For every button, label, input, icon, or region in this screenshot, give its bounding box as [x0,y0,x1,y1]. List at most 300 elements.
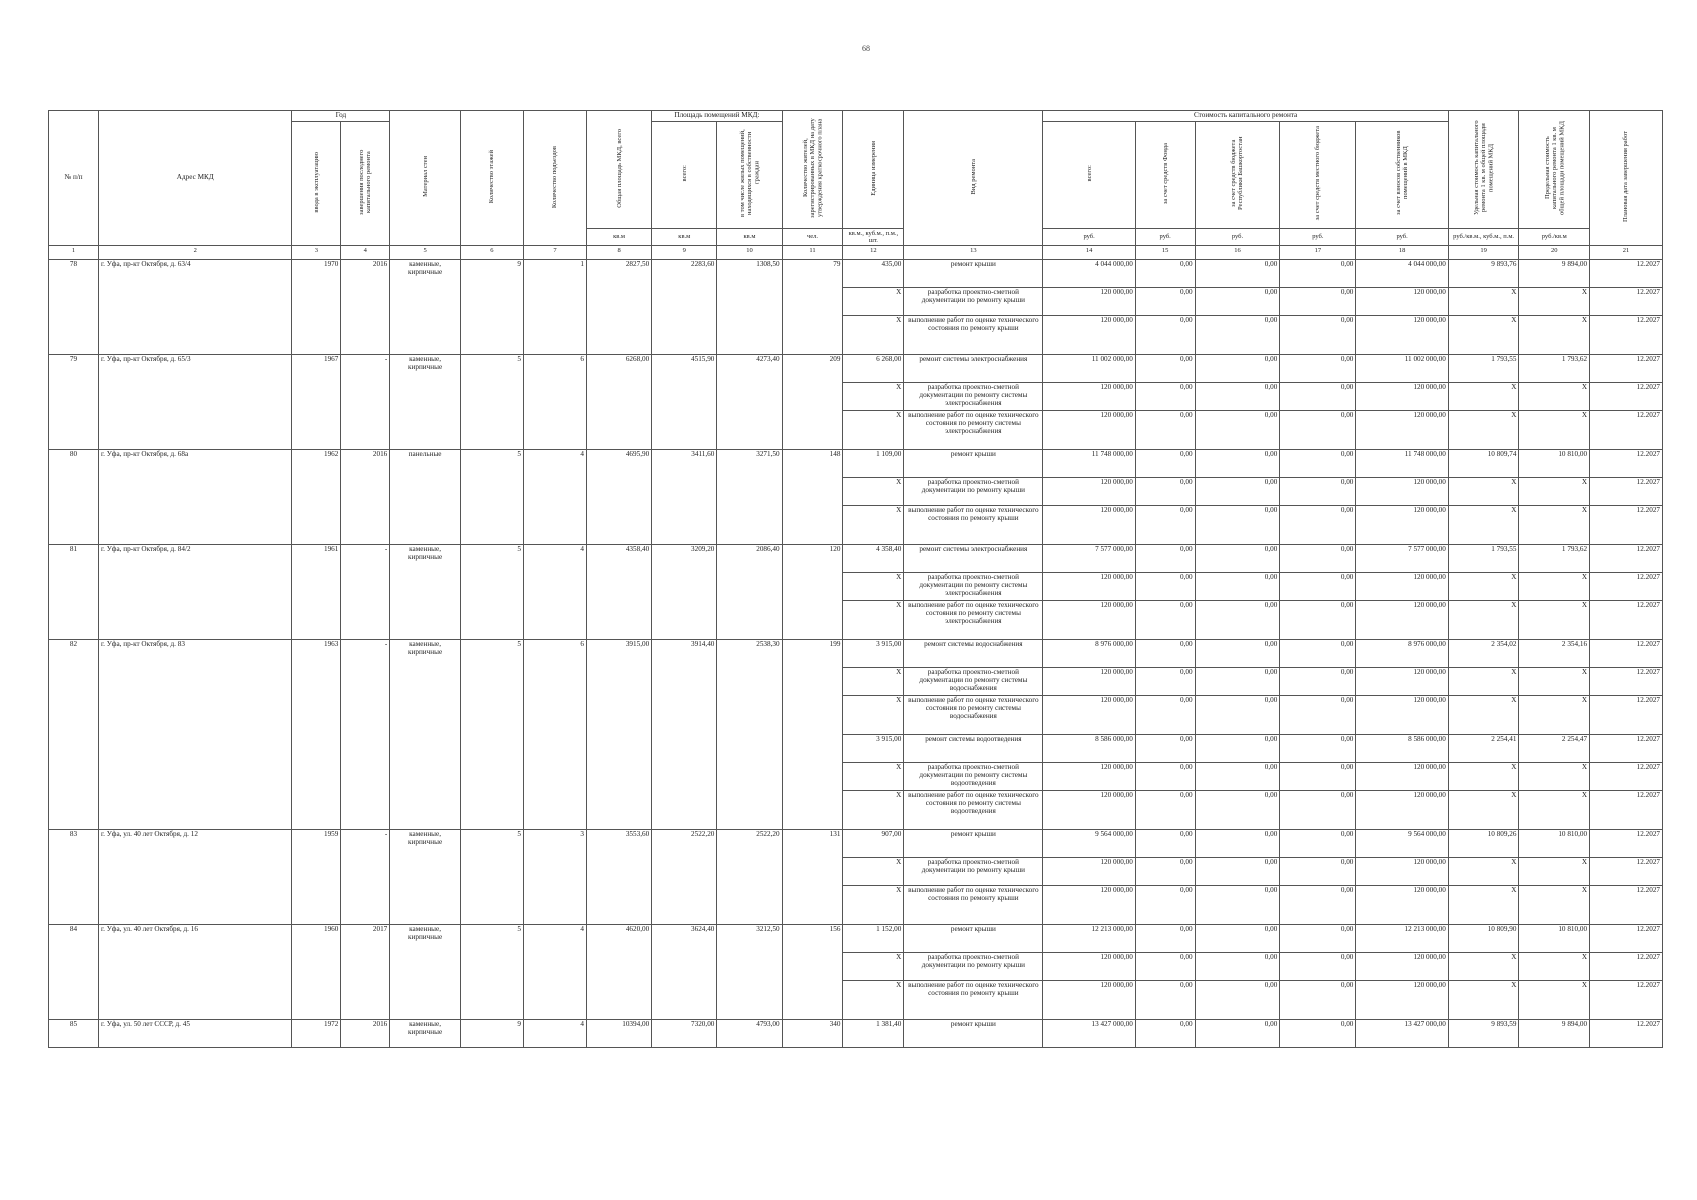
premises-total: 3209,20 [652,545,717,640]
cost-local: 0,00 [1280,925,1356,953]
cost-local: 0,00 [1280,858,1356,886]
cost-owners: 120 000,00 [1356,383,1448,411]
specific-cost: X [1448,506,1519,545]
cost-total: 120 000,00 [1043,953,1135,981]
work-quantity: X [843,858,904,886]
max-cost: X [1519,288,1590,316]
year-last-repair: 2017 [341,925,390,1020]
cost-total: 120 000,00 [1043,886,1135,925]
max-cost: 10 810,00 [1519,925,1590,953]
cost-owners: 12 213 000,00 [1356,925,1448,953]
house-address: г. Уфа, пр-кт Октября, д. 83 [98,640,291,830]
cost-republic: 0,00 [1195,791,1280,830]
specific-cost: X [1448,573,1519,601]
col-premises-group: Площадь помещений МКД: [652,111,782,122]
specific-cost: 1 793,55 [1448,355,1519,383]
cost-republic: 0,00 [1195,953,1280,981]
total-area: 6268,00 [586,355,651,450]
cost-owners: 120 000,00 [1356,506,1448,545]
cost-fund: 0,00 [1135,545,1195,573]
deadline-date: 12.2027 [1590,791,1663,830]
work-type: выполнение работ по оценке технического состояния по ремонту крыши [904,886,1043,925]
cost-fund: 0,00 [1135,288,1195,316]
col-cost-group: Стоимость капитального ремонта [1043,111,1448,122]
col-year-last-repair: завершения последнего капитального ремонта [341,121,390,245]
max-cost: X [1519,506,1590,545]
col-unit: Единица измерения [843,111,904,229]
column-number: 6 [460,246,523,260]
wall-material: каменные, кирпичные [390,1020,461,1048]
cost-owners: 120 000,00 [1356,886,1448,925]
total-area: 10394,00 [586,1020,651,1048]
cost-fund: 0,00 [1135,383,1195,411]
cost-fund: 0,00 [1135,1020,1195,1048]
cost-republic: 0,00 [1195,696,1280,735]
entrances: 4 [523,925,586,1020]
house-number: 82 [49,640,99,830]
cost-fund: 0,00 [1135,858,1195,886]
residents: 340 [782,1020,843,1048]
deadline-date: 12.2027 [1590,830,1663,858]
premises-total: 4515,90 [652,355,717,450]
deadline-date: 12.2027 [1590,886,1663,925]
cost-republic: 0,00 [1195,411,1280,450]
cost-republic: 0,00 [1195,830,1280,858]
max-cost: X [1519,696,1590,735]
cost-owners: 4 044 000,00 [1356,260,1448,288]
max-cost: X [1519,573,1590,601]
cost-total: 120 000,00 [1043,288,1135,316]
cost-republic: 0,00 [1195,735,1280,763]
entrances: 4 [523,545,586,640]
cost-fund: 0,00 [1135,830,1195,858]
deadline-date: 12.2027 [1590,260,1663,288]
table-row [49,1020,1663,1048]
cost-republic: 0,00 [1195,925,1280,953]
cost-local: 0,00 [1280,411,1356,450]
work-quantity: X [843,791,904,830]
unit-residents: чел. [782,228,843,245]
year-commission: 1959 [292,830,341,925]
work-type: ремонт системы водоотведения [904,735,1043,763]
specific-cost: X [1448,763,1519,791]
entrances: 1 [523,260,586,355]
cost-local: 0,00 [1280,288,1356,316]
cost-owners: 11 748 000,00 [1356,450,1448,478]
entrances: 6 [523,355,586,450]
col-max-cost: Предельная стоимость капитального ремонта 1 кв. м общей площади помещений МКД [1519,111,1590,229]
cost-republic: 0,00 [1195,573,1280,601]
max-cost: 1 793,62 [1519,355,1590,383]
house-address: г. Уфа, пр-кт Октября, д. 84/2 [98,545,291,640]
residents: 156 [782,925,843,1020]
table-row [49,450,1663,478]
floors: 5 [460,925,523,1020]
deadline-date: 12.2027 [1590,506,1663,545]
work-quantity: X [843,411,904,450]
cost-republic: 0,00 [1195,260,1280,288]
cost-total: 120 000,00 [1043,383,1135,411]
deadline-date: 12.2027 [1590,858,1663,886]
max-cost: 2 354,16 [1519,640,1590,668]
cost-local: 0,00 [1280,1020,1356,1048]
cost-local: 0,00 [1280,830,1356,858]
cost-local: 0,00 [1280,981,1356,1020]
unit-max-cost: руб./кв.м [1519,228,1590,245]
max-cost: X [1519,953,1590,981]
specific-cost: X [1448,383,1519,411]
cost-owners: 120 000,00 [1356,763,1448,791]
work-type: выполнение работ по оценке технического состояния по ремонту крыши [904,506,1043,545]
premises-total: 3624,40 [652,925,717,1020]
column-number: 16 [1195,246,1280,260]
total-area: 4695,90 [586,450,651,545]
cost-owners: 8 586 000,00 [1356,735,1448,763]
col-cost-fund: за счет средств Фонда [1135,121,1195,228]
cost-total: 8 586 000,00 [1043,735,1135,763]
year-last-repair: - [341,640,390,830]
cost-local: 0,00 [1280,668,1356,696]
work-type: ремонт крыши [904,260,1043,288]
cost-owners: 11 002 000,00 [1356,355,1448,383]
deadline-date: 12.2027 [1590,573,1663,601]
deadline-date: 12.2027 [1590,668,1663,696]
col-entrances: Количество подъездов [523,111,586,246]
work-quantity: X [843,696,904,735]
residents: 199 [782,640,843,830]
cost-total: 4 044 000,00 [1043,260,1135,288]
deadline-date: 12.2027 [1590,953,1663,981]
column-number: 15 [1135,246,1195,260]
deadline-date: 12.2027 [1590,925,1663,953]
cost-local: 0,00 [1280,545,1356,573]
cost-total: 11 748 000,00 [1043,450,1135,478]
repair-plan-table [48,110,1663,1048]
table-row [49,545,1663,573]
col-work-type: Вид ремонта [904,111,1043,246]
work-quantity: X [843,601,904,640]
total-area: 2827,50 [586,260,651,355]
work-type: выполнение работ по оценке технического состояния по ремонту крыши [904,316,1043,355]
column-number: 11 [782,246,843,260]
cost-total: 120 000,00 [1043,981,1135,1020]
work-quantity: X [843,886,904,925]
specific-cost: X [1448,696,1519,735]
cost-owners: 120 000,00 [1356,573,1448,601]
table-row [49,355,1663,383]
max-cost: X [1519,316,1590,355]
max-cost: X [1519,858,1590,886]
col-material: Материал стен [390,111,461,246]
house-number: 85 [49,1020,99,1048]
year-commission: 1960 [292,925,341,1020]
work-type: выполнение работ по оценке технического состояния по ремонту системы водоотведения [904,791,1043,830]
specific-cost: 9 893,76 [1448,260,1519,288]
table-row [49,260,1663,288]
cost-republic: 0,00 [1195,450,1280,478]
cost-fund: 0,00 [1135,791,1195,830]
specific-cost: X [1448,411,1519,450]
col-residents: Количество жителей, зарегистрированных в МКД на дату утверждения краткосрочного плана [782,111,843,229]
cost-fund: 0,00 [1135,735,1195,763]
cost-republic: 0,00 [1195,383,1280,411]
specific-cost: X [1448,858,1519,886]
col-address: Адрес МКД [98,111,291,246]
specific-cost: X [1448,953,1519,981]
cost-republic: 0,00 [1195,478,1280,506]
deadline-date: 12.2027 [1590,411,1663,450]
unit-cost-republic: руб. [1195,228,1280,245]
work-quantity: 1 381,40 [843,1020,904,1048]
max-cost: 10 810,00 [1519,830,1590,858]
max-cost: X [1519,383,1590,411]
column-number: 14 [1043,246,1135,260]
max-cost: 2 254,47 [1519,735,1590,763]
unit-cost-fund: руб. [1135,228,1195,245]
cost-owners: 120 000,00 [1356,316,1448,355]
year-commission: 1972 [292,1020,341,1048]
cost-fund: 0,00 [1135,601,1195,640]
entrances: 3 [523,830,586,925]
cost-local: 0,00 [1280,953,1356,981]
col-year-commission: ввода в эксплуатацию [292,121,341,245]
specific-cost: X [1448,478,1519,506]
cost-republic: 0,00 [1195,288,1280,316]
col-no: № п/п [49,111,99,246]
house-number: 79 [49,355,99,450]
work-type: выполнение работ по оценке технического состояния по ремонту системы электроснабжения [904,411,1043,450]
cost-total: 120 000,00 [1043,763,1135,791]
work-type: ремонт системы электроснабжения [904,355,1043,383]
cost-total: 120 000,00 [1043,506,1135,545]
wall-material: панельные [390,450,461,545]
max-cost: X [1519,791,1590,830]
house-number: 83 [49,830,99,925]
max-cost: 9 894,00 [1519,260,1590,288]
deadline-date: 12.2027 [1590,735,1663,763]
work-type: ремонт системы электроснабжения [904,545,1043,573]
year-commission: 1970 [292,260,341,355]
column-number-row [49,246,1663,260]
cost-owners: 120 000,00 [1356,411,1448,450]
deadline-date: 12.2027 [1590,981,1663,1020]
residents: 79 [782,260,843,355]
deadline-date: 12.2027 [1590,696,1663,735]
column-number: 12 [843,246,904,260]
specific-cost: X [1448,791,1519,830]
cost-total: 120 000,00 [1043,411,1135,450]
work-type: разработка проектно-сметной документации по ремонту крыши [904,478,1043,506]
unit-specific-cost: руб./кв.м., куб.м., п.м. [1448,228,1519,245]
deadline-date: 12.2027 [1590,545,1663,573]
cost-owners: 120 000,00 [1356,858,1448,886]
work-type: разработка проектно-сметной документации по ремонту крыши [904,288,1043,316]
entrances: 6 [523,640,586,830]
cost-fund: 0,00 [1135,450,1195,478]
max-cost: X [1519,668,1590,696]
work-type: разработка проектно-сметной документации по ремонту системы водоотведения [904,763,1043,791]
floors: 5 [460,545,523,640]
work-type: ремонт крыши [904,925,1043,953]
house-address: г. Уфа, ул. 40 лет Октября, д. 16 [98,925,291,1020]
year-last-repair: - [341,355,390,450]
work-quantity: X [843,506,904,545]
premises-owned: 3271,50 [717,450,782,545]
premises-owned: 4273,40 [717,355,782,450]
cost-fund: 0,00 [1135,478,1195,506]
cost-local: 0,00 [1280,383,1356,411]
unit-total-area: кв.м [586,228,651,245]
house-address: г. Уфа, ул. 50 лет СССР, д. 45 [98,1020,291,1048]
col-cost-republic: за счет средств бюджета Республики Башкортостан [1195,121,1280,228]
specific-cost: 10 809,26 [1448,830,1519,858]
deadline-date: 12.2027 [1590,478,1663,506]
cost-owners: 7 577 000,00 [1356,545,1448,573]
year-last-repair: - [341,830,390,925]
year-last-repair: 2016 [341,1020,390,1048]
work-type: выполнение работ по оценке технического состояния по ремонту крыши [904,981,1043,1020]
cost-republic: 0,00 [1195,763,1280,791]
col-floors: Количество этажей [460,111,523,246]
cost-owners: 120 000,00 [1356,601,1448,640]
page-number: 68 [862,44,870,53]
unit-cost-total: руб. [1043,228,1135,245]
cost-fund: 0,00 [1135,886,1195,925]
unit-premises-total: кв.м [652,228,717,245]
work-type: разработка проектно-сметной документации по ремонту крыши [904,858,1043,886]
work-quantity: X [843,383,904,411]
cost-local: 0,00 [1280,886,1356,925]
deadline-date: 12.2027 [1590,288,1663,316]
specific-cost: 10 809,74 [1448,450,1519,478]
cost-fund: 0,00 [1135,925,1195,953]
premises-owned: 2086,40 [717,545,782,640]
floors: 5 [460,640,523,830]
cost-owners: 8 976 000,00 [1356,640,1448,668]
max-cost: X [1519,601,1590,640]
floors: 5 [460,450,523,545]
deadline-date: 12.2027 [1590,316,1663,355]
table-row [49,640,1663,668]
specific-cost: X [1448,288,1519,316]
cost-total: 120 000,00 [1043,668,1135,696]
work-quantity: 1 152,00 [843,925,904,953]
col-year-group: Год [292,111,390,122]
cost-owners: 120 000,00 [1356,668,1448,696]
year-last-repair: - [341,545,390,640]
work-quantity: 3 915,00 [843,735,904,763]
work-quantity: 3 915,00 [843,640,904,668]
specific-cost: 9 893,59 [1448,1020,1519,1048]
cost-owners: 13 427 000,00 [1356,1020,1448,1048]
house-number: 81 [49,545,99,640]
total-area: 4358,40 [586,545,651,640]
deadline-date: 12.2027 [1590,763,1663,791]
specific-cost: X [1448,886,1519,925]
cost-total: 11 002 000,00 [1043,355,1135,383]
cost-local: 0,00 [1280,450,1356,478]
cost-republic: 0,00 [1195,601,1280,640]
work-quantity: X [843,763,904,791]
premises-owned: 4793,00 [717,1020,782,1048]
column-number: 3 [292,246,341,260]
table-body [49,260,1663,1048]
premises-owned: 2522,20 [717,830,782,925]
cost-fund: 0,00 [1135,981,1195,1020]
work-quantity: X [843,316,904,355]
specific-cost: X [1448,601,1519,640]
residents: 209 [782,355,843,450]
premises-total: 3411,60 [652,450,717,545]
year-commission: 1963 [292,640,341,830]
table-row [49,925,1663,953]
cost-total: 8 976 000,00 [1043,640,1135,668]
cost-total: 120 000,00 [1043,791,1135,830]
cost-republic: 0,00 [1195,355,1280,383]
max-cost: X [1519,981,1590,1020]
specific-cost: X [1448,668,1519,696]
cost-total: 7 577 000,00 [1043,545,1135,573]
column-number: 9 [652,246,717,260]
cost-local: 0,00 [1280,316,1356,355]
max-cost: X [1519,478,1590,506]
col-total-area: Общая площадь МКД, всего [586,111,651,229]
premises-total: 7320,00 [652,1020,717,1048]
house-address: г. Уфа, пр-кт Октября, д. 68а [98,450,291,545]
floors: 5 [460,355,523,450]
floors: 9 [460,260,523,355]
column-number: 5 [390,246,461,260]
floors: 5 [460,830,523,925]
column-number: 20 [1519,246,1590,260]
work-quantity: X [843,668,904,696]
floors: 9 [460,1020,523,1048]
cost-fund: 0,00 [1135,573,1195,601]
work-quantity: X [843,953,904,981]
premises-total: 2283,60 [652,260,717,355]
cost-fund: 0,00 [1135,953,1195,981]
cost-total: 120 000,00 [1043,858,1135,886]
entrances: 4 [523,450,586,545]
specific-cost: 2 354,02 [1448,640,1519,668]
total-area: 3915,00 [586,640,651,830]
col-premises-total: всего: [652,121,717,228]
max-cost: 10 810,00 [1519,450,1590,478]
residents: 120 [782,545,843,640]
cost-total: 120 000,00 [1043,478,1135,506]
column-number: 8 [586,246,651,260]
deadline-date: 12.2027 [1590,1020,1663,1048]
work-quantity: 6 268,00 [843,355,904,383]
residents: 148 [782,450,843,545]
specific-cost: X [1448,316,1519,355]
house-address: г. Уфа, ул. 40 лет Октября, д. 12 [98,830,291,925]
col-deadline: Плановая дата завершения работ [1590,111,1663,246]
cost-republic: 0,00 [1195,981,1280,1020]
entrances: 4 [523,1020,586,1048]
max-cost: 1 793,62 [1519,545,1590,573]
cost-owners: 120 000,00 [1356,791,1448,830]
cost-local: 0,00 [1280,735,1356,763]
column-number: 17 [1280,246,1356,260]
cost-total: 120 000,00 [1043,316,1135,355]
year-last-repair: 2016 [341,260,390,355]
cost-owners: 120 000,00 [1356,981,1448,1020]
column-number: 13 [904,246,1043,260]
cost-fund: 0,00 [1135,640,1195,668]
cost-local: 0,00 [1280,791,1356,830]
cost-republic: 0,00 [1195,668,1280,696]
